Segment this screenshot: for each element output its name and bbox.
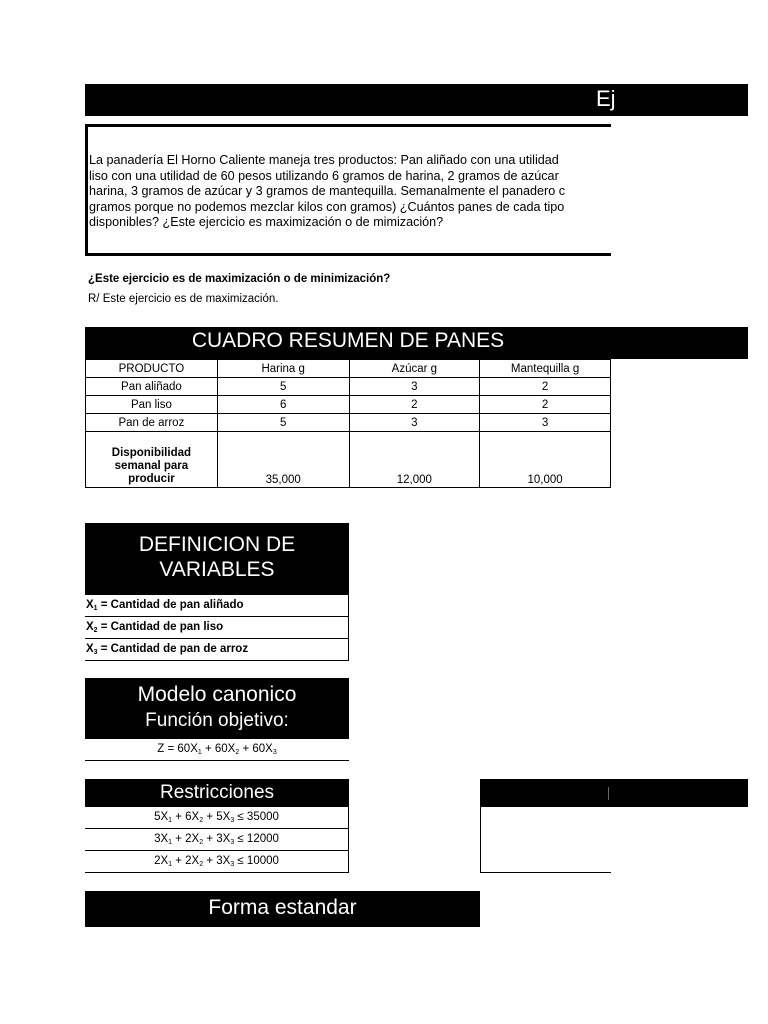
forma-estandar-title: Forma estandar xyxy=(208,896,357,919)
title-bar xyxy=(85,84,748,116)
variable-cell xyxy=(85,595,349,617)
obj-term: + 60X xyxy=(239,743,273,755)
restr-subscript: 1 xyxy=(168,817,173,824)
resumen-header xyxy=(85,327,748,359)
table-row xyxy=(86,378,611,396)
restr-subscript: 1 xyxy=(168,861,173,868)
restr-rhs: ≤ 10000 xyxy=(234,855,279,867)
table-row xyxy=(86,396,611,414)
product-cell: Pan liso xyxy=(86,396,218,414)
disp-line: producir xyxy=(128,473,175,485)
variable-row xyxy=(85,617,349,639)
restricciones-table xyxy=(85,806,349,873)
restr-rhs: ≤ 35000 xyxy=(234,811,279,823)
header-cell: Azúcar g xyxy=(349,360,480,378)
right-section-header xyxy=(480,779,748,807)
value-cell: 3 xyxy=(349,414,480,432)
disp-line: Disponibilidad xyxy=(111,447,192,459)
restr-subscript: 2 xyxy=(199,817,204,824)
restr-term: 2X xyxy=(154,855,169,867)
restr-term: + 2X xyxy=(172,855,200,867)
disp-line: semanal para xyxy=(114,460,189,472)
variable-cell xyxy=(85,639,349,661)
restr-subscript: 3 xyxy=(230,839,235,846)
forma-estandar-header xyxy=(85,891,480,927)
restricciones-header xyxy=(85,779,349,807)
problem-line: gramos porque no podemos mezclar kilos con gramos) ¿Cuántos panes de cada tipo xyxy=(89,199,565,214)
var-symbol: X xyxy=(86,643,94,655)
obj-subscript: 2 xyxy=(235,749,240,756)
restr-term: + 3X xyxy=(203,833,231,845)
restricciones-title: Restricciones xyxy=(159,782,275,803)
modelo-subtitle: Función objetivo: xyxy=(145,710,289,731)
modelo-header xyxy=(85,678,349,739)
value-cell: 10,000 xyxy=(480,432,611,488)
restr-subscript: 1 xyxy=(168,839,173,846)
table-row xyxy=(86,414,611,432)
header-cell: Mantequilla g xyxy=(480,360,611,378)
restr-subscript: 2 xyxy=(199,861,204,868)
value-cell: 5 xyxy=(217,414,349,432)
var-symbol: X xyxy=(86,599,94,611)
restriction-row xyxy=(85,829,349,851)
value-cell: 6 xyxy=(217,396,349,414)
problem-line: liso con una utilidad de 60 pesos utilizando 6 gramos de harina, 2 gramos de azúcar xyxy=(89,168,559,183)
problem-line: harina, 3 gramos de azúcar y 3 gramos de mantequilla. Semanalmente el panadero c xyxy=(89,184,566,198)
restr-subscript: 3 xyxy=(230,817,235,824)
obj-subscript: 1 xyxy=(197,749,202,756)
definicion-header xyxy=(85,523,349,595)
obj-term: Z = 60X xyxy=(157,743,198,755)
definicion-title-line: DEFINICION DE xyxy=(138,533,296,556)
restr-subscript: 3 xyxy=(230,861,235,868)
problem-statement-box xyxy=(85,124,611,256)
value-cell: 35,000 xyxy=(217,432,349,488)
var-subscript: 3 xyxy=(93,649,98,656)
restr-term: + 5X xyxy=(203,811,231,823)
product-cell: Pan aliñado xyxy=(86,378,218,396)
page-title: Ej xyxy=(596,86,616,111)
var-subscript: 2 xyxy=(93,627,98,634)
header-cell: Harina g xyxy=(217,360,349,378)
variable-cell xyxy=(85,617,349,639)
right-section-box xyxy=(480,806,611,873)
answer-text: R/ Este ejercicio es de maximización. xyxy=(88,293,279,305)
value-cell: 3 xyxy=(480,414,611,432)
variable-row xyxy=(85,639,349,661)
var-symbol: X xyxy=(86,621,94,633)
header-cell: PRODUCTO xyxy=(86,360,218,378)
value-cell: 3 xyxy=(349,378,480,396)
definicion-title-line: VARIABLES xyxy=(159,558,275,581)
value-cell: 2 xyxy=(480,396,611,414)
restr-subscript: 2 xyxy=(199,839,204,846)
restriction-cell xyxy=(85,829,349,851)
objective-function xyxy=(85,739,349,761)
table-row-disponibilidad xyxy=(86,432,611,488)
restriction-cell xyxy=(85,851,349,873)
problem-text xyxy=(89,153,611,231)
restr-term: + 3X xyxy=(203,855,231,867)
variables-table xyxy=(85,594,349,661)
restr-term: + 2X xyxy=(172,833,200,845)
disponibilidad-label xyxy=(86,432,218,488)
restriction-row xyxy=(85,851,349,873)
restr-rhs: ≤ 12000 xyxy=(234,833,279,845)
var-description: = Cantidad de pan aliñado xyxy=(97,599,244,611)
restr-term: + 6X xyxy=(172,811,200,823)
restriction-row xyxy=(85,807,349,829)
problem-line: La panadería El Horno Caliente maneja tres productos: Pan aliñado con una utilidad xyxy=(89,153,559,167)
modelo-title: Modelo canonico xyxy=(137,683,297,706)
variable-row xyxy=(85,595,349,617)
var-description: = Cantidad de pan liso xyxy=(97,621,224,633)
resumen-table xyxy=(85,359,611,488)
product-cell: Pan de arroz xyxy=(86,414,218,432)
var-subscript: 1 xyxy=(93,605,98,612)
problem-line: disponibles? ¿Este ejercicio es maximización o de mimización? xyxy=(89,215,444,229)
restr-term: 5X xyxy=(154,811,169,823)
resumen-title: CUADRO RESUMEN DE PANES xyxy=(191,329,505,352)
obj-term: + 60X xyxy=(201,743,236,755)
restriction-cell xyxy=(85,807,349,829)
obj-subscript: 3 xyxy=(272,749,277,756)
question-text: ¿Este ejercicio es de maximización o de minimización? xyxy=(88,273,391,285)
text-cursor-mark xyxy=(608,787,609,800)
restr-term: 3X xyxy=(154,833,169,845)
value-cell: 5 xyxy=(217,378,349,396)
table-header-row xyxy=(86,360,611,378)
value-cell: 2 xyxy=(349,396,480,414)
var-description: = Cantidad de pan de arroz xyxy=(97,643,249,655)
value-cell: 2 xyxy=(480,378,611,396)
value-cell: 12,000 xyxy=(349,432,480,488)
